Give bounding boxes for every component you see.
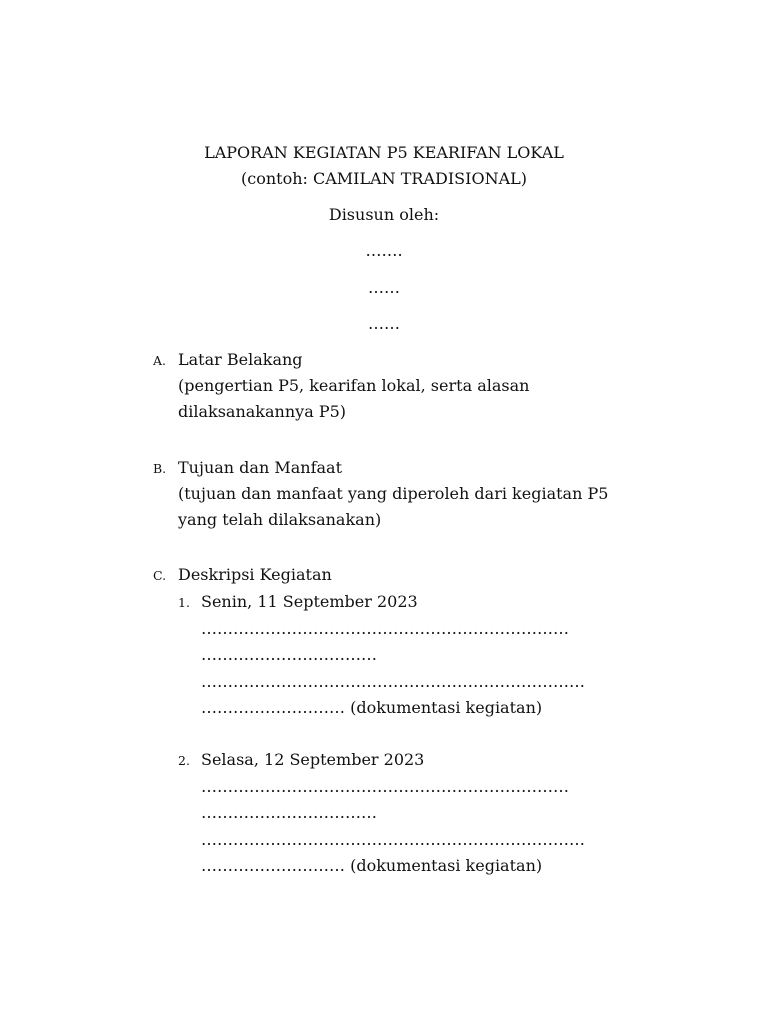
section-b-letter: B. (153, 461, 167, 476)
activity-1-date: Senin, 11 September 2023 (201, 592, 418, 611)
activity-1-documentation-line: ……………………… (dokumentasi kegiatan) (201, 698, 543, 717)
section-b-text-line: (tujuan dan manfaat yang diperoleh dari kegiatan P5 (178, 484, 609, 503)
section-a-text-line: (pengertian P5, kearifan lokal, serta alasan (178, 376, 530, 395)
activity-2-documentation-line: ……………………… (dokumentasi kegiatan) (201, 856, 543, 875)
compiled-by-label: Disusun oleh: (328, 205, 440, 224)
section-a-heading: Latar Belakang (178, 350, 303, 369)
section-b-text-line: yang telah dilaksanakan) (178, 510, 382, 529)
author-placeholder-3: …… (368, 314, 400, 333)
author-placeholder-1: ……. (365, 241, 403, 260)
section-b-heading: Tujuan dan Manfaat (178, 458, 342, 477)
report-subtitle: (contoh: CAMILAN TRADISIONAL) (241, 169, 527, 188)
activity-2-date: Selasa, 12 September 2023 (201, 750, 425, 769)
activity-2-line: …………………………… (201, 803, 377, 822)
activity-2-line: ……………………………………………………………… (201, 830, 585, 849)
section-c-letter: C. (153, 568, 167, 583)
author-placeholder-2: …… (368, 278, 400, 297)
activity-1-line: …………………………………………………………… (201, 619, 569, 638)
report-title: LAPORAN KEGIATAN P5 KEARIFAN LOKAL (204, 143, 564, 162)
activity-1-number: 1. (178, 595, 190, 610)
section-c-heading: Deskripsi Kegiatan (178, 565, 332, 584)
activity-1-line: ……………………………………………………………… (201, 672, 585, 691)
activity-1-line: …………………………… (201, 645, 377, 664)
activity-2-number: 2. (178, 753, 190, 768)
section-a-text-line: dilaksanakannya P5) (178, 402, 346, 421)
activity-2-line: …………………………………………………………… (201, 777, 569, 796)
section-a-letter: A. (153, 353, 167, 368)
